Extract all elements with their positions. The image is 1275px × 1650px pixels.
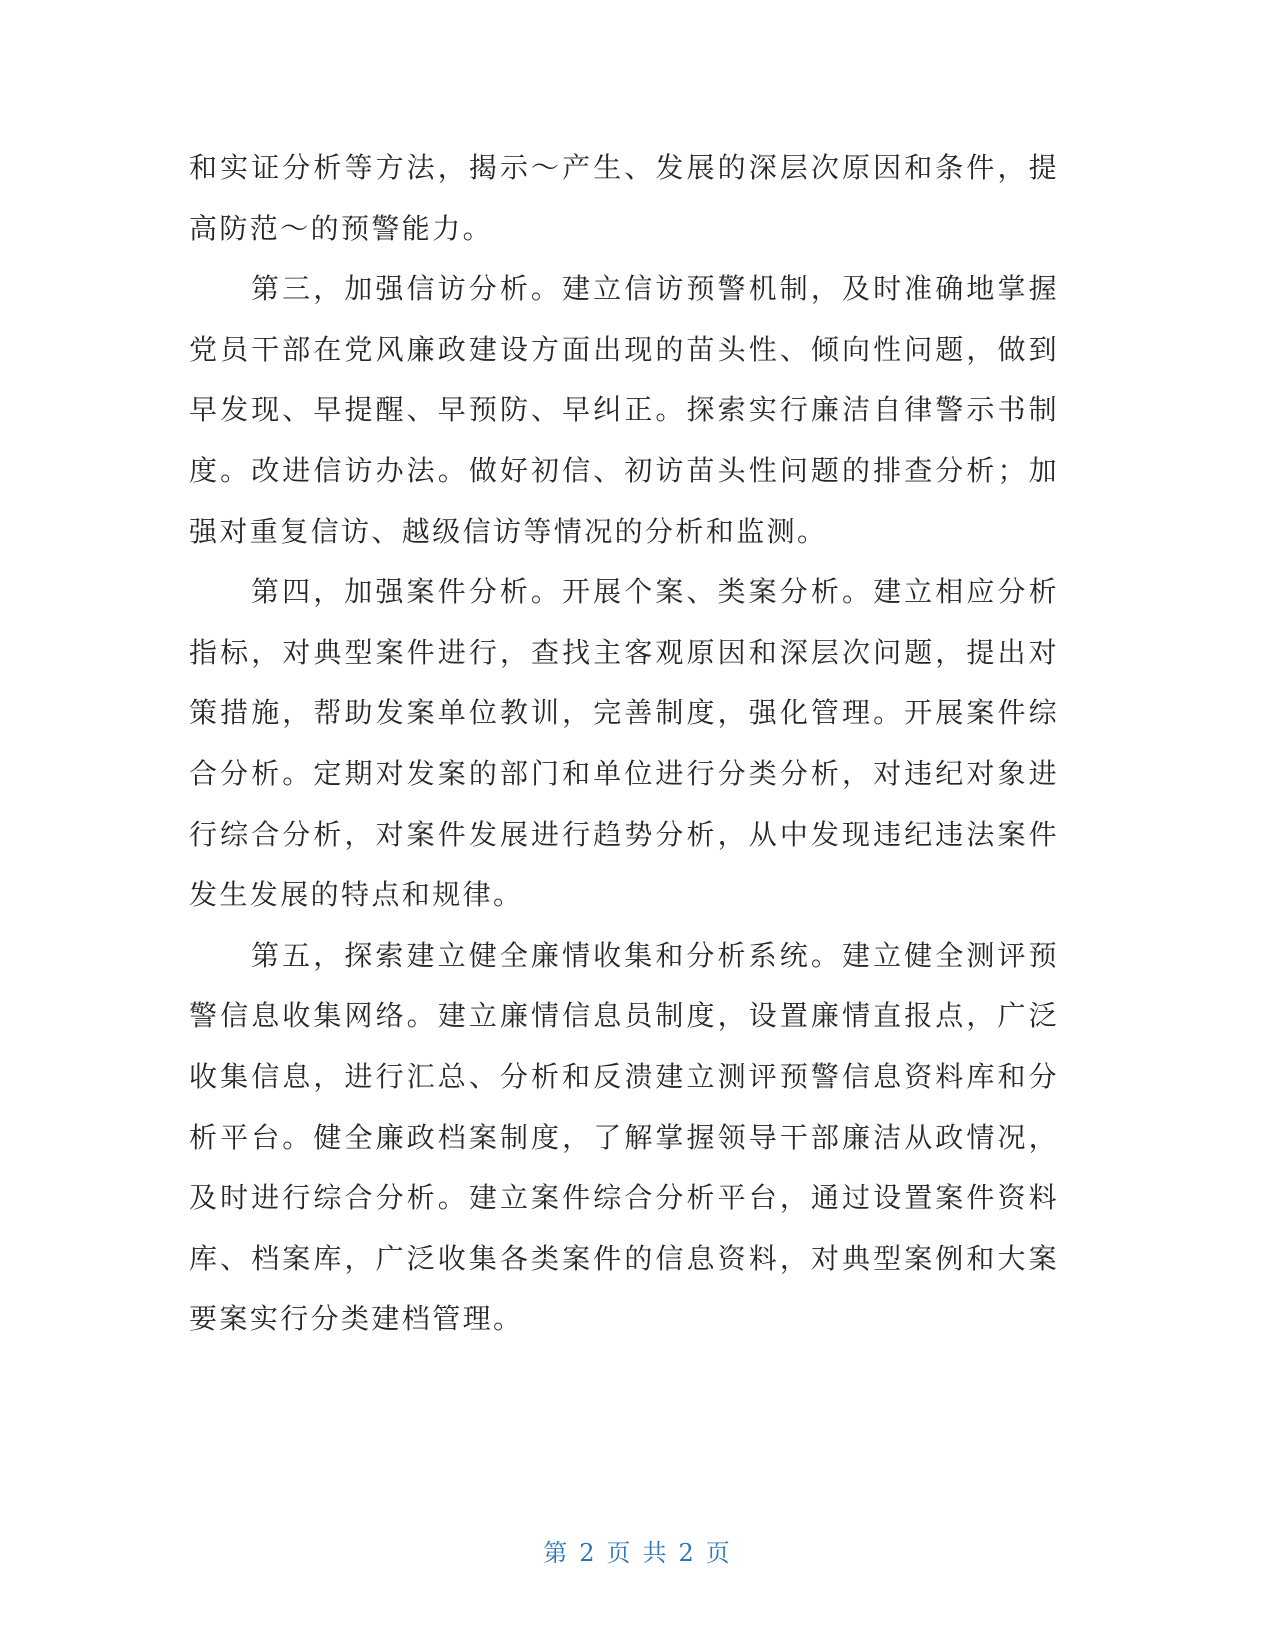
- paragraph-petition-analysis: 第三，加强信访分析。建立信访预警机制，及时准确地掌握党员干部在党风廉政建设方面出现的苗头性、倾向性问题，做到早发现、早提醒、早预防、早纠正。探索实行廉洁自律警示书制度。改进信访办法。做好初信、初访苗头性问题的排查分析；加强对重复信访、越级信访等情况的分析和监测。: [189, 272, 1059, 548]
- footer-total-pages: 2: [678, 1539, 696, 1567]
- footer-page-label: 第: [543, 1539, 570, 1567]
- paragraph-case-analysis: 第四，加强案件分析。开展个案、类案分析。建立相应分析指标，对典型案件进行，查找主客观原因和深层次问题，提出对策措施，帮助发案单位教训，完善制度，强化管理。开展案件综合分析。定期对发案的部门和单位进行分类分析，对违纪对象进行综合分析，对案件发展进行趋势分析，从中发现违纪违法案件发生发展的特点和规律。: [189, 575, 1059, 912]
- paragraph-integrity-system: 第五，探索建立健全廉情收集和分析系统。建立健全测评预警信息收集网络。建立廉情信息员制度，设置廉情直报点，广泛收集信息，进行汇总、分析和反溃建立测评预警信息资料库和分析平台。健全廉政档案制度，了解掌握领导干部廉洁从政情况，及时进行综合分析。建立案件综合分析平台，通过设置案件资料库、档案库，广泛收集各类案件的信息资料，对典型案例和大案要案实行分类建档管理。: [189, 938, 1059, 1336]
- document-body: [189, 138, 1059, 1350]
- footer-page-unit: 页: [606, 1539, 633, 1567]
- footer-current-page: 2: [579, 1539, 597, 1567]
- footer-total-label: 共: [642, 1539, 669, 1567]
- paragraph-continuation: 和实证分析等方法，揭示～产生、发展的深层次原因和条件，提高防范～的预警能力。: [189, 151, 1059, 245]
- footer-page-unit-end: 页: [705, 1539, 732, 1567]
- page-footer: [0, 1533, 1275, 1568]
